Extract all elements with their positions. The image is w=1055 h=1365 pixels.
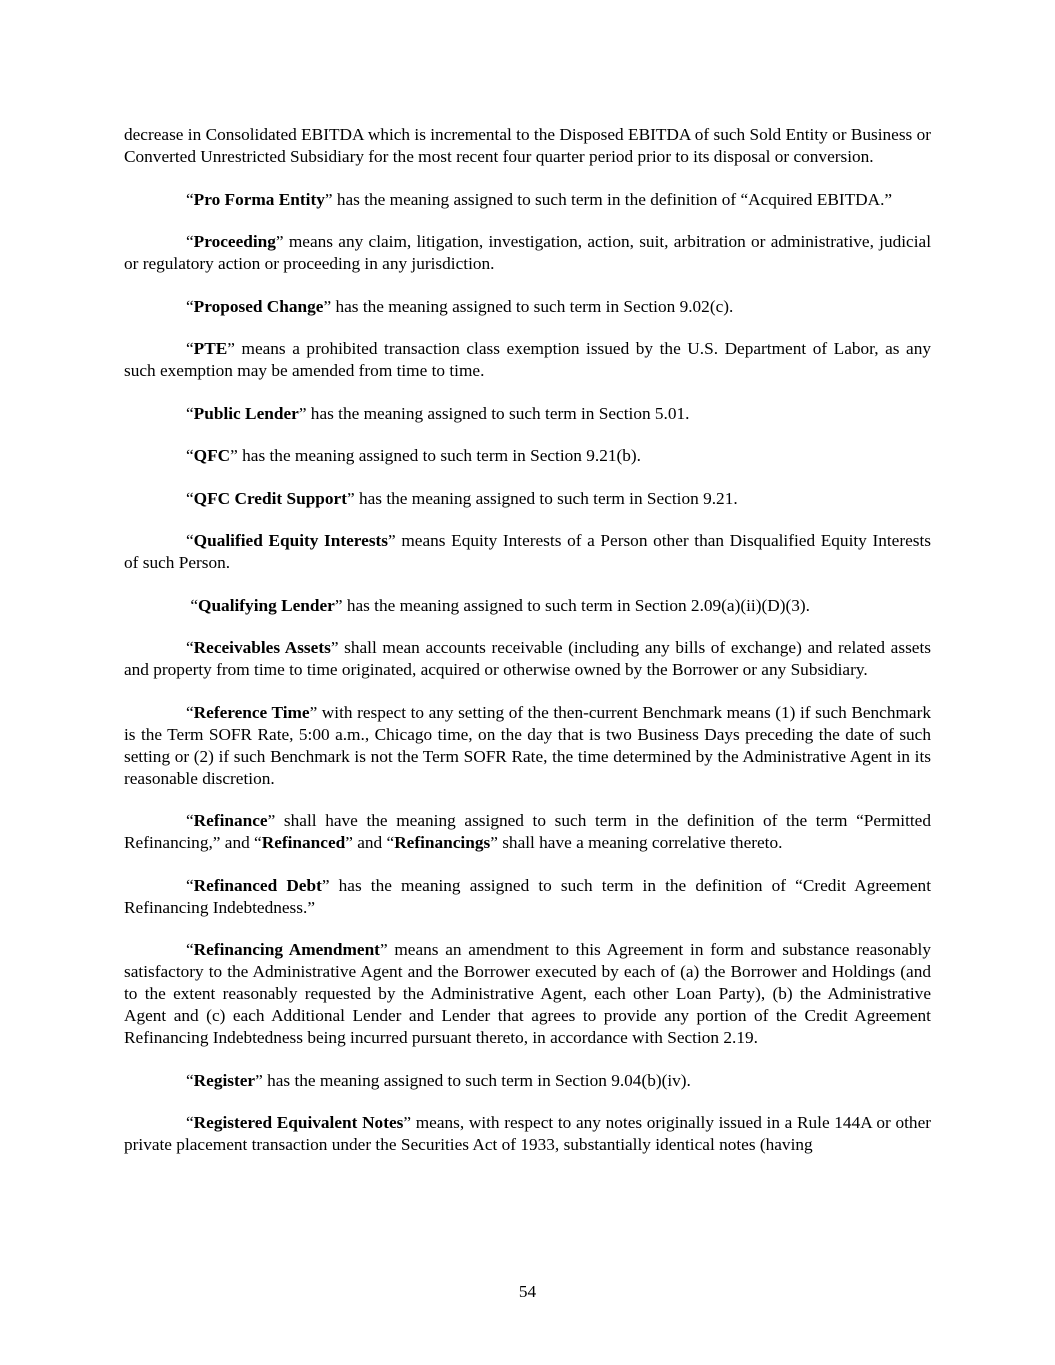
definition-qfc xyxy=(124,445,931,467)
definition-registered-equivalent-notes xyxy=(124,1112,931,1156)
defined-term: Qualified Equity Interests xyxy=(193,531,389,550)
defined-term: Refinancing Amendment xyxy=(193,940,380,959)
definition-text: ” shall have the meaning assigned to such term in the definition of the term “Permitted Refinancing,” and “ xyxy=(124,811,931,852)
definition-text: ” has the meaning assigned to such term in Section 2.09(a)(ii)(D)(3). xyxy=(334,595,810,615)
definition-text: ” has the meaning assigned to such term in Section 5.01. xyxy=(298,403,690,423)
document-page xyxy=(124,124,931,1177)
defined-term: PTE xyxy=(193,339,228,358)
definition-text: ” shall have a meaning correlative thereto. xyxy=(490,833,783,852)
defined-term: QFC xyxy=(193,446,231,465)
open-quote: “ xyxy=(186,189,194,209)
definition-receivables-assets xyxy=(124,637,931,681)
definition-text: ” means any claim, litigation, investigation, action, suit, arbitration or administrative, judicial or regulatory action or proceeding in any jurisdiction. xyxy=(124,232,931,273)
definition-text: ” and “ xyxy=(345,833,395,852)
paragraph-continuation xyxy=(124,124,931,168)
open-quote: “ xyxy=(186,446,194,465)
open-quote: “ xyxy=(186,1113,194,1132)
open-quote: “ xyxy=(186,875,194,895)
page-number: 54 xyxy=(518,1282,537,1301)
definition-refinancing-amendment xyxy=(124,939,931,1049)
open-quote: “ xyxy=(186,488,194,508)
definition-text: ” means an amendment to this Agreement in form and substance reasonably satisfactory to the Administrative Agent and the Borrower executed by each of (a) the Borrower and Holdings (and to the extent reasonably requested by the Administrative Agent, each other Loan Party), (b) the Administrative Agent and (c) each Additional Lender and Lender that agrees to provide any portion of the Credit Agreement Refinancing Indebtedness being incurred pursuant thereto, in accordance with Section 2.19. xyxy=(124,940,932,1047)
open-quote: “ xyxy=(186,296,194,316)
definition-text: ” has the meaning assigned to such term in Section 9.21(b). xyxy=(230,446,641,465)
definition-pte xyxy=(124,338,931,382)
open-quote: “ xyxy=(186,232,194,251)
open-quote: “ xyxy=(186,638,194,657)
open-quote: “ xyxy=(186,1070,194,1090)
definition-pro-forma-entity xyxy=(124,189,931,211)
defined-term: Proposed Change xyxy=(193,296,324,316)
defined-term: Refinanced xyxy=(261,833,346,852)
defined-term: Registered Equivalent Notes xyxy=(193,1113,404,1132)
definition-text: ” means Equity Interests of a Person other than Disqualified Equity Interests of such Person. xyxy=(124,531,932,572)
definition-text: ” has the meaning assigned to such term in the definition of “Credit Agreement Refinancing Indebtedness.” xyxy=(124,875,931,917)
open-quote: “ xyxy=(186,339,194,358)
defined-term: Pro Forma Entity xyxy=(193,189,325,209)
open-quote: “ xyxy=(186,531,194,550)
definition-text: ” with respect to any setting of the then-current Benchmark means (1) if such Benchmark is the Term SOFR Rate, 5:00 a.m., Chicago time, on the day that is two Business Days preceding the date of such setting or (2) if such Benchmark is not the Term SOFR Rate, the time determined by the Administrative Agent in its reasonable discretion. xyxy=(124,702,931,788)
open-quote: “ xyxy=(186,702,194,722)
defined-term: Reference Time xyxy=(193,702,310,722)
definition-text: ” has the meaning assigned to such term in Section 9.21. xyxy=(346,488,738,508)
defined-term: Proceeding xyxy=(193,232,276,251)
definition-proposed-change xyxy=(124,296,931,318)
defined-term: QFC Credit Support xyxy=(193,488,347,508)
defined-term: Refinanced Debt xyxy=(193,875,322,895)
definition-qualifying-lender xyxy=(124,595,931,617)
definition-text: ” shall mean accounts receivable (including any bills of exchange) and related assets and property from time to time originated, acquired or otherwise owned by the Borrower or any Subsidiary. xyxy=(124,638,931,679)
open-quote: “ xyxy=(186,595,198,615)
defined-term: Register xyxy=(193,1070,256,1090)
definition-refinanced-debt xyxy=(124,875,931,919)
definition-register xyxy=(124,1070,931,1092)
defined-term: Refinancings xyxy=(394,833,491,852)
open-quote: “ xyxy=(186,403,194,423)
definition-proceeding xyxy=(124,231,931,275)
defined-term: Refinance xyxy=(193,811,268,830)
open-quote: “ xyxy=(186,811,194,830)
definition-refinance xyxy=(124,810,931,854)
definition-public-lender xyxy=(124,403,931,425)
definition-text: ” has the meaning assigned to such term in Section 9.02(c). xyxy=(323,296,734,316)
open-quote: “ xyxy=(186,940,194,959)
defined-term: Receivables Assets xyxy=(193,638,331,657)
defined-term: Qualifying Lender xyxy=(198,595,335,615)
definition-text: ” means a prohibited transaction class exemption issued by the U.S. Department of Labor, as any such exemption may be amended from time to time. xyxy=(124,339,931,380)
definition-text: ” means, with respect to any notes originally issued in a Rule 144A or other private placement transaction under the Securities Act of 1933, substantially identical notes (having xyxy=(124,1113,931,1154)
definition-reference-time xyxy=(124,702,931,790)
defined-term: Public Lender xyxy=(193,403,299,423)
definition-qfc-credit-support xyxy=(124,488,931,510)
paragraph-text: decrease in Consolidated EBITDA which is incremental to the Disposed EBITDA of such Sold Entity or Business or Converted Unrestricted Subsidiary for the most recent four quarter period prior to its disposal or conversion. xyxy=(124,125,931,166)
definition-text: ” has the meaning assigned to such term in Section 9.04(b)(iv). xyxy=(255,1070,691,1090)
definition-qualified-equity-interests xyxy=(124,530,931,574)
definition-text: ” has the meaning assigned to such term in the definition of “Acquired EBITDA.” xyxy=(324,189,893,209)
